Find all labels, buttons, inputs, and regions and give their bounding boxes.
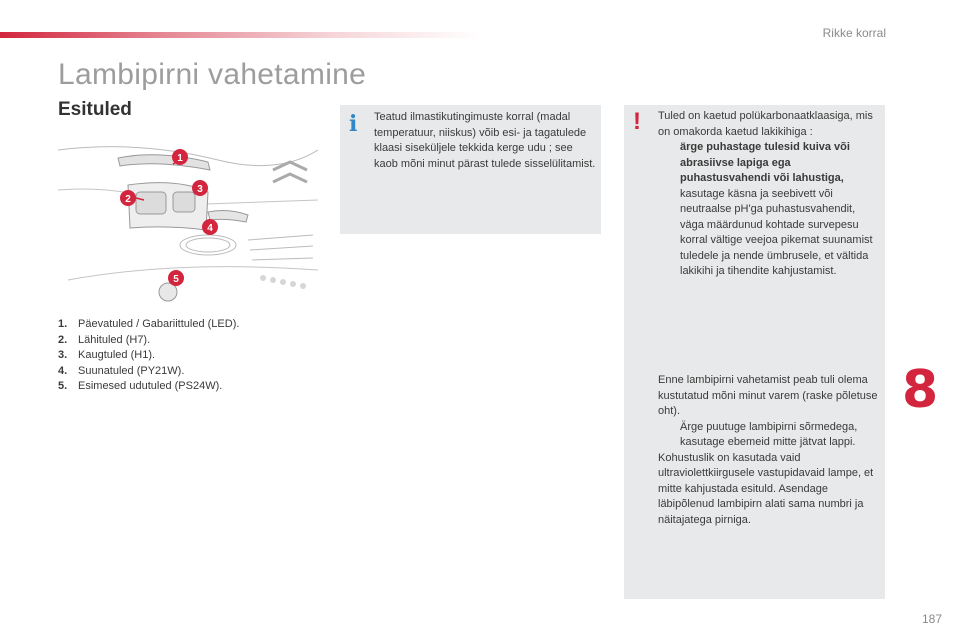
page-number: 187 xyxy=(921,612,942,626)
svg-text:4: 4 xyxy=(207,223,213,234)
warning-box xyxy=(624,105,885,599)
page-title: Lambipirni vahetamine xyxy=(58,58,367,91)
section-subtitle: Esituled xyxy=(58,99,132,120)
svg-text:5: 5 xyxy=(173,274,179,285)
legend-item: 1. Päevatuled / Gabariittuled (LED). xyxy=(58,318,240,330)
header-accent-bar xyxy=(0,32,480,38)
warning-intro: Tuled on kaetud polükarbonaatklaasiga, mis on omakorda kaetud lakikihiga : xyxy=(658,110,873,138)
info-note-box xyxy=(340,105,601,234)
callout-1 xyxy=(172,149,188,165)
warning-icon: ! xyxy=(633,108,641,135)
warning-list-item: väga määrdunud kohtade survepesu korral vältige veejoa pikemat suunamist tuledele ja nende ümbrusele, et vältida lakikihi ja tihendite kahjustamist. xyxy=(680,218,873,277)
warning-intro: Enne lambipirni vahetamist peab tuli olema kustutatud mõni minut varem (raske põletuse oht). xyxy=(658,374,878,417)
callout-4 xyxy=(202,219,218,235)
callout-3 xyxy=(192,180,208,196)
info-note-text: Teatud ilmastikutingimuste korral (madal temperatuur, niiskus) võib esi- ja tagatulede klaasi siseküljele tekkida kerge udu ; see kaob mõni minut pärast tulede sisselülitamist. xyxy=(374,111,596,170)
warning-outro: Kohustuslik on kasutada vaid ultraviolettkiirgusele vastupidavaid lampe, et mitte kahjustada esituld. Asendage läbipõlenud lambipirn alati sama numbri ja näitajatega pirniga. xyxy=(658,451,874,526)
headlamp-illustration xyxy=(58,130,318,308)
info-icon: i xyxy=(349,111,358,137)
legend-item: 3. Kaugtuled (H1). xyxy=(58,349,156,361)
svg-text:1: 1 xyxy=(177,153,183,164)
lamp-legend xyxy=(58,317,239,395)
chapter-number: 8 xyxy=(902,360,939,420)
svg-text:3: 3 xyxy=(197,184,203,195)
warning-block-cleaning xyxy=(658,109,880,280)
warning-block-replacement xyxy=(658,373,880,528)
warning-list-item: ärge puhastage tulesid kuiva või abrasiivse lapiga ega puhastusvahendi või lahustiga, xyxy=(680,141,850,184)
legend-item: 4. Suunatuled (PY21W). xyxy=(58,364,185,377)
section-header: Rikke korral xyxy=(822,26,886,40)
warning-list-item: kasutage käsna ja seebivett või neutraalse pH'ga puhastusvahendit, xyxy=(680,187,856,215)
legend-item: 5. Esimesed udutuled (PS24W). xyxy=(58,380,223,392)
legend-item: 2. Lähituled (H7). xyxy=(58,333,151,346)
svg-text:2: 2 xyxy=(125,194,131,205)
callout-5 xyxy=(168,270,184,286)
warning-list-item: Ärge puutuge lambipirni sõrmedega, kasutage ebemeid mitte jätvat lappi. xyxy=(680,420,858,448)
